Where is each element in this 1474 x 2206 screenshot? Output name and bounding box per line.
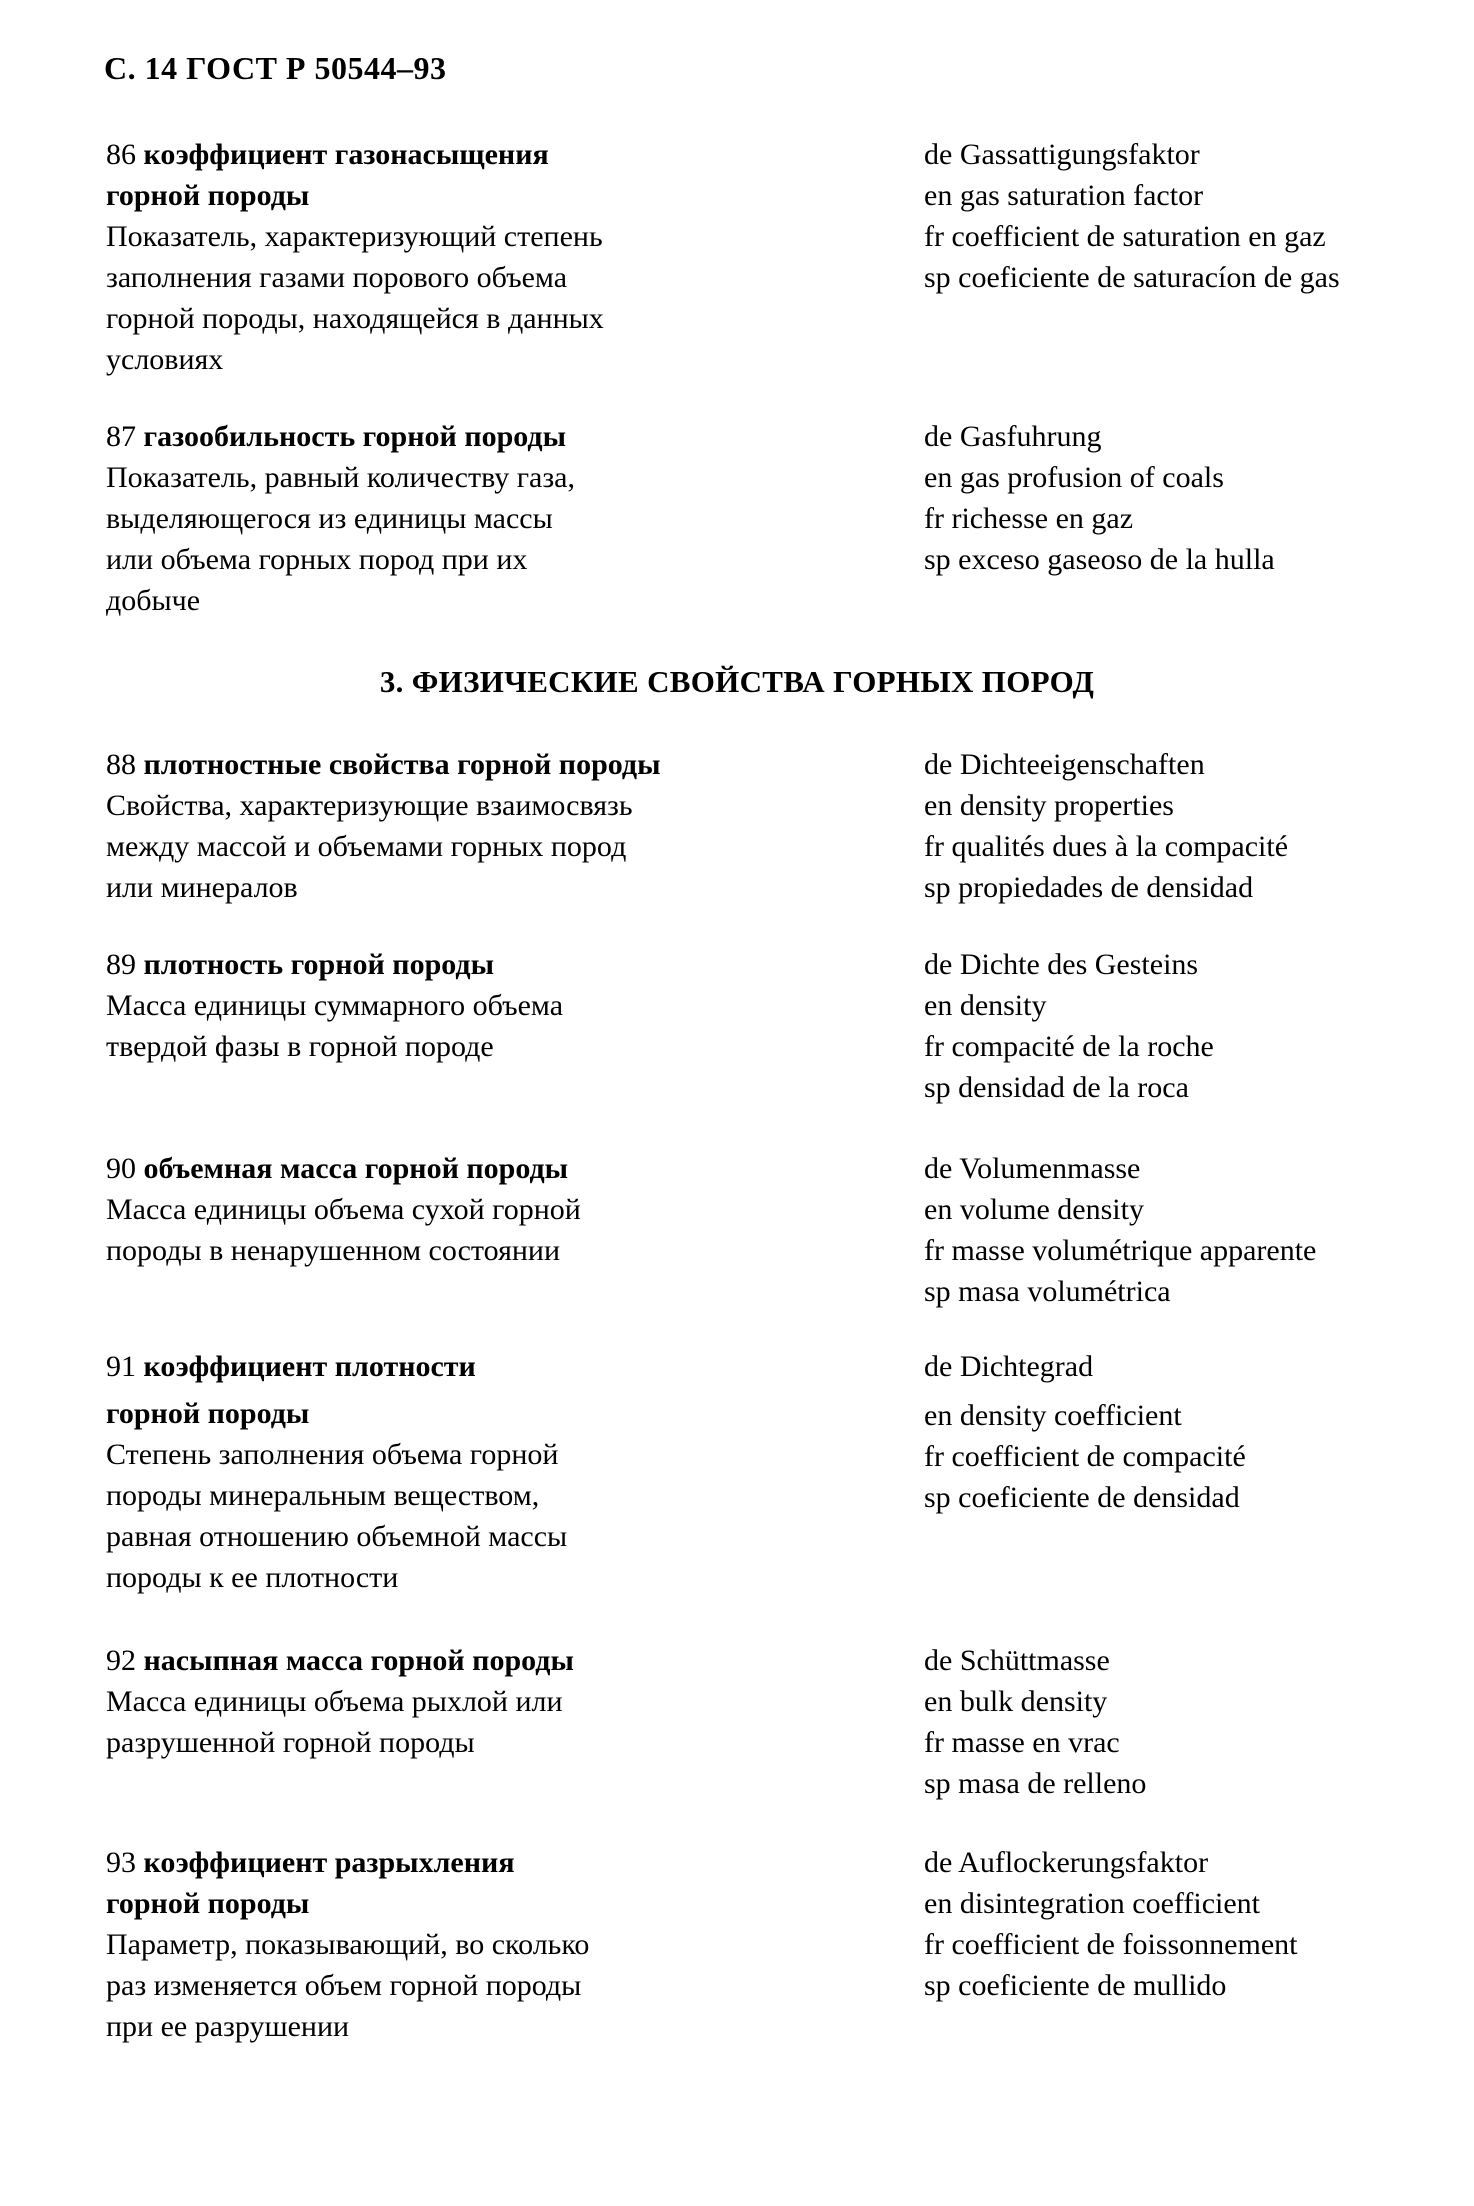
definition-line: Параметр, показывающий, во сколько <box>106 1928 590 1961</box>
translation-de: de Dichte des Gesteins <box>924 948 1199 981</box>
term-name: коэффициент газонасыщения <box>143 138 549 171</box>
term-name: коэффициент разрыхления <box>143 1846 515 1879</box>
term-number: 90 <box>106 1152 136 1185</box>
term-number: 89 <box>106 948 136 981</box>
definition-line: при ее разрушении <box>106 2010 350 2043</box>
translation-sp: sp densidad de la roca <box>924 1071 1189 1104</box>
term-ru <box>106 1346 826 1598</box>
translation-fr: fr richesse en gaz <box>924 502 1134 535</box>
definition-line: Масса единицы объема сухой горной <box>106 1193 581 1226</box>
translation-fr: fr coefficient de compacité <box>924 1440 1246 1473</box>
translation-fr: fr masse volumétrique apparente <box>924 1234 1317 1267</box>
translation-fr: fr compacité de la roche <box>924 1030 1214 1063</box>
term-name: коэффициент плотности <box>143 1350 476 1383</box>
term-name-cont: горной породы <box>106 1887 310 1920</box>
translation-de: de Dichteeigenschaften <box>924 748 1205 781</box>
page-header: С. 14 ГОСТ Р 50544–93 <box>104 50 447 86</box>
translation-en: en density properties <box>924 789 1174 822</box>
definition-line: твердой фазы в горной породе <box>106 1030 494 1063</box>
translation-en: en gas profusion of coals <box>924 461 1224 494</box>
term-ru <box>106 134 826 380</box>
translation-de: de Dichtegrad <box>924 1350 1094 1383</box>
term-name: плотность горной породы <box>143 948 494 981</box>
term-name-cont: горной породы <box>106 179 310 212</box>
translation-de: de Schüttmasse <box>924 1644 1110 1677</box>
term-translations <box>924 1842 1434 2006</box>
term-translations <box>924 1148 1434 1312</box>
definition-line: или минералов <box>106 871 298 904</box>
term-translations <box>924 1346 1434 1518</box>
term-ru <box>106 744 826 908</box>
term-ru <box>106 1640 826 1763</box>
translation-sp: sp propiedades de densidad <box>924 871 1254 904</box>
term-name: насыпная масса горной породы <box>143 1644 574 1677</box>
term-ru <box>106 1148 826 1271</box>
definition-line: между массой и объемами горных пород <box>106 830 627 863</box>
term-number: 92 <box>106 1644 136 1677</box>
translation-sp: sp coeficiente de mullido <box>924 1969 1227 2002</box>
term-translations <box>924 416 1434 580</box>
definition-line: породы к ее плотности <box>106 1561 399 1594</box>
translation-sp: sp exceso gaseoso de la hulla <box>924 543 1275 576</box>
translation-en: en bulk density <box>924 1685 1108 1718</box>
definition-line: Степень заполнения объема горной <box>106 1438 559 1471</box>
term-translations <box>924 134 1434 298</box>
term-name: объемная масса горной породы <box>143 1152 569 1185</box>
translation-sp: sp masa volumétrica <box>924 1275 1171 1308</box>
term-number: 93 <box>106 1846 136 1879</box>
term-ru <box>106 416 826 621</box>
translation-sp: sp coeficiente de saturacíon de gas <box>924 261 1340 294</box>
translation-fr: fr masse en vrac <box>924 1726 1120 1759</box>
definition-line: выделяющегося из единицы массы <box>106 502 553 535</box>
translation-fr: fr coefficient de foissonnement <box>924 1928 1298 1961</box>
definition-line: Масса единицы объема рыхлой или <box>106 1685 563 1718</box>
term-number: 86 <box>106 138 136 171</box>
definition-line: породы минеральным веществом, <box>106 1479 540 1512</box>
definition-line: горной породы, находящейся в данных <box>106 302 604 335</box>
translation-en: en gas saturation factor <box>924 179 1204 212</box>
term-name: газообильность горной породы <box>143 420 567 453</box>
definition-line: или объема горных пород при их <box>106 543 528 576</box>
translation-de: de Volumenmasse <box>924 1152 1141 1185</box>
term-name-cont: горной породы <box>106 1397 310 1430</box>
definition-line: Масса единицы суммарного объема <box>106 989 564 1022</box>
translation-fr: fr coefficient de saturation en gaz <box>924 220 1326 253</box>
definition-line: разрушенной горной породы <box>106 1726 475 1759</box>
definition-line: заполнения газами порового объема <box>106 261 568 294</box>
section-title: 3. ФИЗИЧЕСКИЕ СВОЙСТВА ГОРНЫХ ПОРОД <box>379 664 1095 699</box>
definition-line: раз изменяется объем горной породы <box>106 1969 582 2002</box>
translation-en: en volume density <box>924 1193 1144 1226</box>
definition-line: равная отношению объемной массы <box>106 1520 568 1553</box>
term-ru <box>106 944 826 1067</box>
definition-line: добыче <box>106 584 201 617</box>
translation-de: de Gassattigungsfaktor <box>924 138 1200 171</box>
translation-sp: sp coeficiente de densidad <box>924 1481 1240 1514</box>
definition-line: породы в ненарушенном состоянии <box>106 1234 561 1267</box>
translation-fr: fr qualités dues à la compacité <box>924 830 1289 863</box>
translation-en: en density <box>924 989 1047 1022</box>
translation-en: en density coefficient <box>924 1399 1182 1432</box>
definition-line: Свойства, характеризующие взаимосвязь <box>106 789 633 822</box>
translation-de: de Gasfuhrung <box>924 420 1102 453</box>
term-number: 91 <box>106 1350 136 1383</box>
definition-line: условиях <box>106 343 224 376</box>
translation-en: en disintegration coefficient <box>924 1887 1260 1920</box>
translation-de: de Auflockerungsfaktor <box>924 1846 1209 1879</box>
term-translations <box>924 944 1434 1108</box>
term-translations <box>924 1640 1434 1804</box>
term-number: 87 <box>106 420 136 453</box>
term-number: 88 <box>106 748 136 781</box>
translation-sp: sp masa de relleno <box>924 1767 1147 1800</box>
term-translations <box>924 744 1434 908</box>
definition-line: Показатель, равный количеству газа, <box>106 461 575 494</box>
term-ru <box>106 1842 826 2047</box>
definition-line: Показатель, характеризующий степень <box>106 220 603 253</box>
term-name: плотностные свойства горной породы <box>143 748 661 781</box>
